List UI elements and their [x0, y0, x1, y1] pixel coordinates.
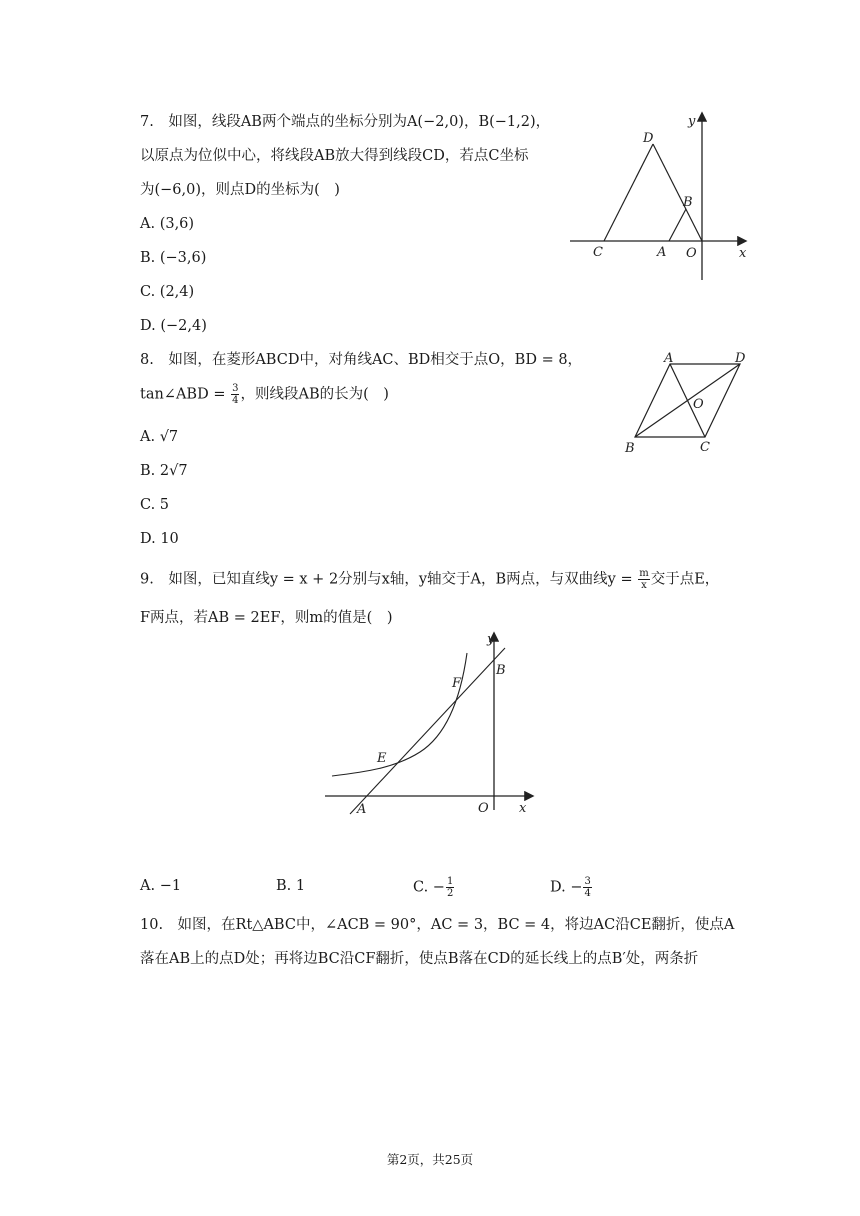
q9-fraction-den: x: [641, 580, 647, 591]
label-y: y: [487, 632, 495, 647]
q9-fraction-num: m: [639, 568, 649, 579]
q8-figure: [615, 344, 755, 459]
q8-line-2-prefix: tan∠ABD =: [140, 386, 231, 403]
label-c: C: [593, 245, 603, 260]
q9-line-1-prefix: 9. 如图，已知直线y = x + 2分别与x轴，y轴交于A，B两点，与双曲线y =: [140, 571, 638, 588]
q9-line-2: F两点，若AB = 2EF，则m的值是( ): [140, 610, 393, 626]
q8-fraction-num: 3: [232, 383, 239, 394]
q8-option-b: B. 2√7: [140, 463, 188, 479]
q9-option-d-prefix: D. −: [550, 879, 583, 896]
q7-figure: [565, 108, 755, 286]
label-x: x: [739, 246, 747, 261]
label-e: E: [377, 751, 387, 766]
diagonal-bd: [635, 364, 740, 437]
label-a: A: [664, 351, 674, 366]
q9-fraction: [638, 568, 649, 591]
q7-option-a: A. (3,6): [140, 216, 195, 232]
q8-fraction-den: 4: [232, 395, 239, 406]
line-y-eq-x-plus-2: [350, 648, 505, 814]
q9-line-1: [140, 568, 719, 591]
q8-line-2-suffix: ，则线段AB的长为( ): [240, 386, 389, 403]
q9-figure: [320, 628, 540, 818]
q10-line-2: 落在AB上的点D处；再将边BC沿CF翻折，使点B落在CD的延长线上的点B′处，两条折: [140, 951, 699, 967]
label-a: A: [357, 802, 367, 817]
label-y: y: [688, 114, 696, 129]
label-f: F: [452, 676, 462, 691]
q9-option-c-den: 2: [446, 888, 454, 899]
q9-option-c-num: 1: [446, 876, 454, 887]
q7-option-b: B. (−3,6): [140, 250, 207, 266]
label-b: B: [683, 195, 693, 210]
q8-option-d: D. 10: [140, 531, 179, 547]
q9-line-1-suffix: 交于点E，: [650, 571, 720, 588]
q8-figure-svg: [615, 344, 755, 459]
label-o: O: [686, 246, 697, 261]
q9-option-a: A. −1: [140, 878, 182, 894]
q9-option-d-fraction: [583, 876, 591, 899]
label-x: x: [519, 801, 527, 816]
q7-option-c: C. (2,4): [140, 284, 195, 300]
page-footer: 第2页，共25页: [386, 1152, 474, 1167]
label-o: O: [478, 801, 489, 816]
q8-fraction: [231, 383, 239, 406]
q9-option-d: [550, 876, 593, 899]
label-d: D: [735, 351, 746, 366]
label-b: B: [496, 663, 506, 678]
segment-do: [653, 144, 702, 241]
q10-line-1: 10. 如图，在Rt△ABC中，∠ACB = 90°，AC = 3，BC = 4，将边AC沿CE翻折，使点A: [140, 917, 735, 933]
label-c: C: [700, 440, 710, 455]
q9-option-d-den: 4: [584, 888, 591, 899]
q9-option-c: [413, 876, 455, 899]
segment-ab: [669, 209, 686, 241]
q9-option-c-prefix: C. −: [413, 879, 445, 896]
q7-line-3: 为(−6,0)，则点D的坐标为( ): [140, 182, 340, 198]
q7-option-d: D. (−2,4): [140, 318, 207, 334]
q9-option-b: B. 1: [276, 878, 306, 894]
q7-line-2: 以原点为位似中心，将线段AB放大得到线段CD，若点C坐标: [140, 148, 529, 164]
label-b: B: [625, 441, 635, 456]
label-o: O: [693, 397, 704, 412]
q8-option-a: A. √7: [140, 429, 179, 445]
q9-figure-svg: [320, 628, 540, 818]
q7-figure-svg: [565, 108, 755, 286]
label-d: D: [643, 131, 654, 146]
q8-option-c: C. 5: [140, 497, 170, 513]
segment-cd-left: [604, 144, 653, 241]
hyperbola-curve: [332, 653, 467, 776]
q8-line-2: [140, 383, 389, 406]
q8-line-1: 8. 如图，在菱形ABCD中，对角线AC、BD相交于点O，BD = 8，: [140, 352, 583, 368]
q9-option-c-fraction: [446, 876, 454, 899]
q9-option-d-num: 3: [584, 876, 591, 887]
label-a: A: [657, 245, 667, 260]
q7-line-1: 7. 如图，线段AB两个端点的坐标分别为A(−2,0)，B(−1,2)，: [140, 114, 551, 130]
